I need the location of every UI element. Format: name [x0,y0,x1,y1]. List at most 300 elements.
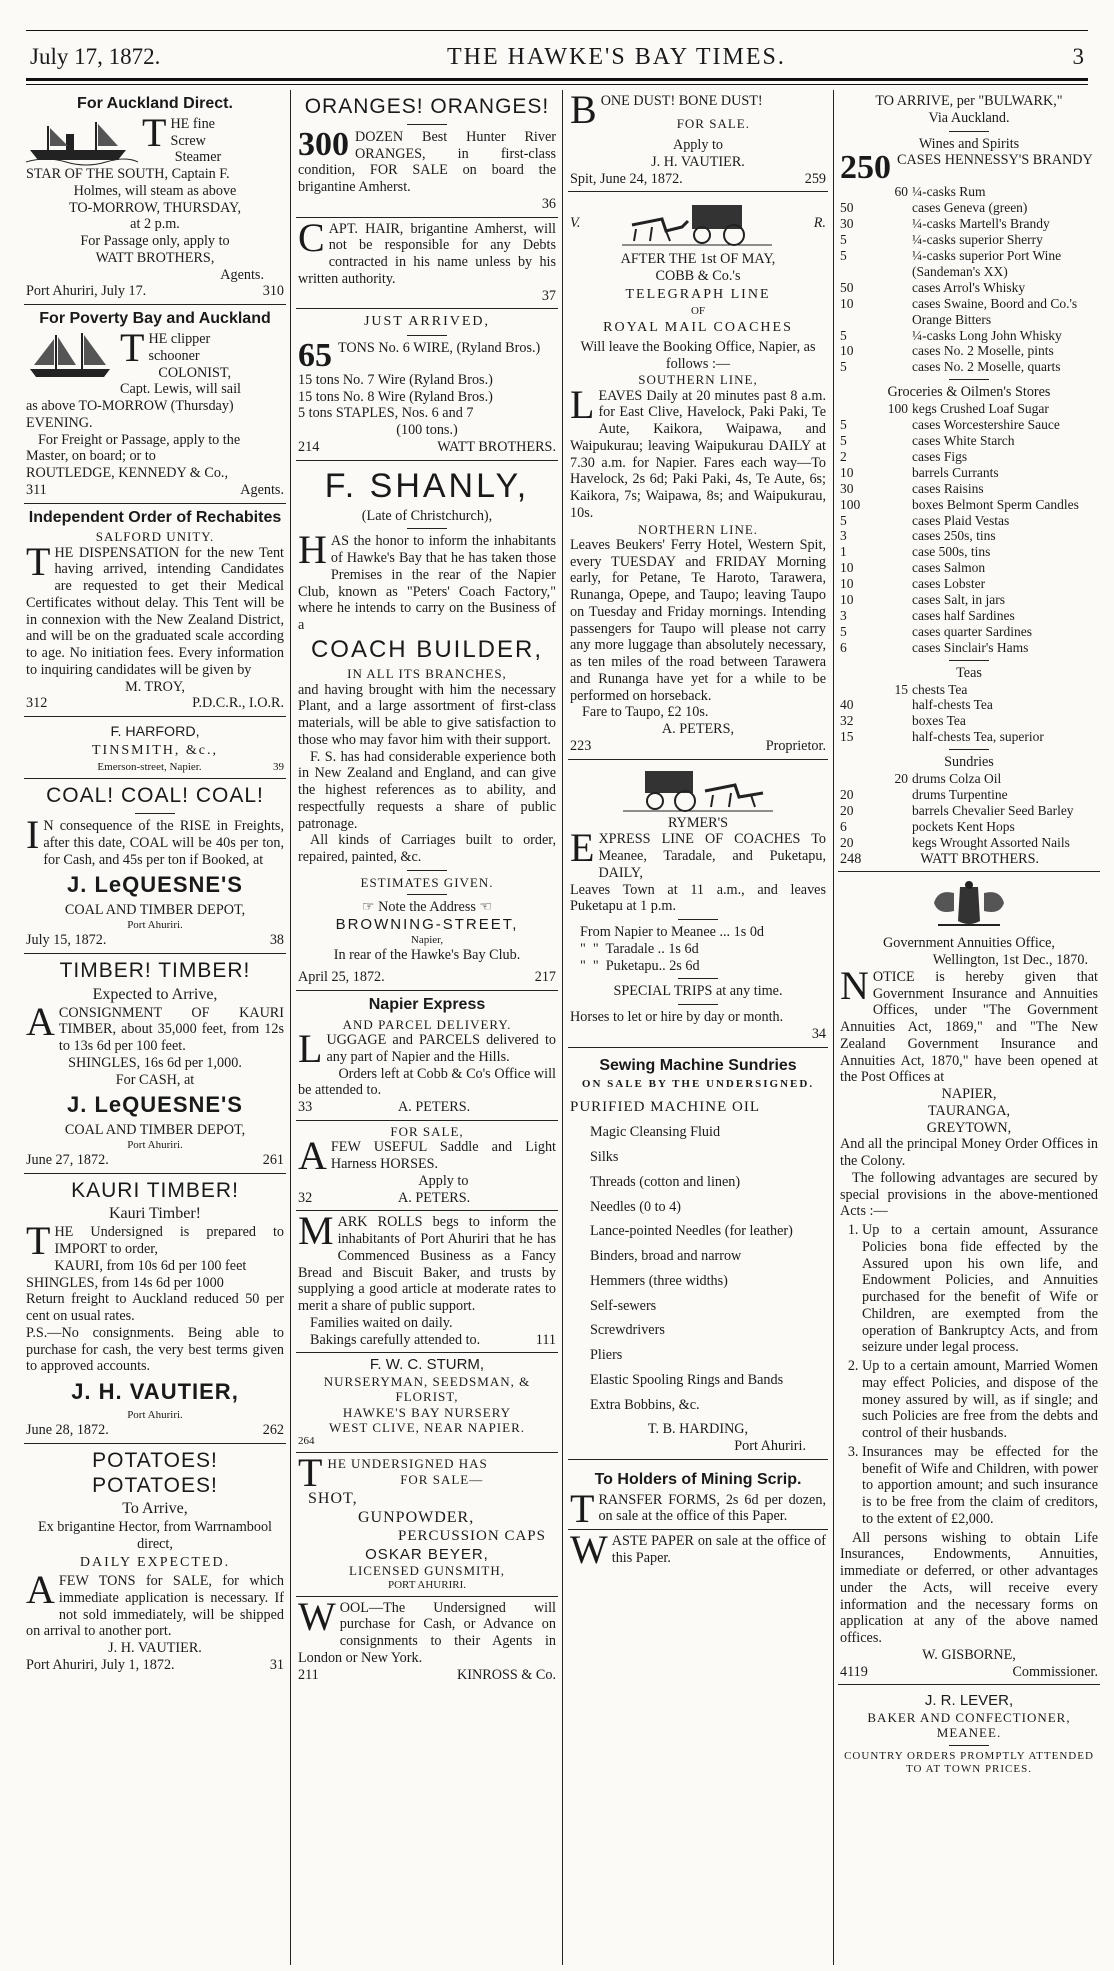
list-item: Lance-pointed Needles (for leather) [590,1223,793,1240]
goods-item: barrels Chevalier Seed Barley [912,802,1074,818]
ad-text: COBB & Co.'s [655,268,741,285]
goods-item: ¼-casks Martell's Brandy [912,216,1050,232]
steamer-illustration [26,116,138,166]
goods-item: cases No. 2 Moselle, pints [912,343,1054,359]
drop-cap: C [298,214,325,260]
ad-text: SPECIAL TRIPS at any time. [613,983,783,1000]
ad-number: 31 [269,1656,284,1673]
ad-sewing-machine [568,1048,828,1460]
drop-cap: B [570,90,597,132]
ad-title: For Auckland Direct. [77,95,233,112]
ad-sturm [296,1353,558,1453]
ad-cobb-co [568,192,828,759]
drop-cap: L [298,1026,323,1072]
goods-item: cases Lobster [912,576,986,592]
quantity: 20 [840,834,854,850]
ad-body: Leaves Beukers' Ferry Hotel, Western Spit, every TUESDAY and FRIDAY Morning early, for Petane, Te Haroto, Tarawera, Runanga, Opepe, and Taupo; leaving Taupo on Tuesday and Friday mornings. Intending passengers for Taupo will please not carry any more luggage than absolutely necessary, as ten miles of the road between Tarawera and Runanga have yet for a while to be performed on horseback. [570,536,826,704]
ad-text: MEANEE. [936,1725,1002,1741]
drop-cap: W [570,1527,608,1573]
ad-body: ASTE PAPER on sale at the office of this Paper. [611,1533,826,1566]
goods-item: cases White Starch [912,432,1015,448]
goods-item: cases 250s, tins [912,528,996,544]
ad-number: 311 [26,481,47,498]
ad-text: BAKER AND CONFECTIONER, [867,1710,1071,1726]
ad-text: Will leave the Booking Office, Napier, as follows :— [580,338,816,372]
ad-text: BROWNING-STREET, [335,915,519,933]
ad-waste-paper [568,1527,828,1573]
ad-number: 259 [804,170,826,187]
ad-text: TINSMITH, &c., [92,742,218,758]
goods-item: boxes Tea [912,713,966,729]
drop-cap: T [570,1485,595,1531]
ad-subtitle: SALFORD UNITY. [95,529,215,545]
ad-text: TONS No. 6 WIRE, (Ryland Bros.) [338,339,541,356]
ad-auckland-direct [24,90,286,305]
ad-text: Note the Address [378,899,476,916]
column-1 [24,90,286,1965]
quantity: 5 [840,232,847,248]
ad-title: F. HARFORD, [110,724,200,741]
ad-text: P.D.C.R., I.O.R. [192,695,284,712]
quantity: 6 [840,818,847,834]
ad-heading: Sundries [944,754,994,771]
ad-rymers [568,760,828,1048]
ad-number: 211 [298,1666,319,1683]
quantity: 5 [840,327,847,343]
advantages-list [862,1222,1098,1528]
goods-item: cases quarter Sardines [912,623,1032,639]
goods-item: ¼-casks superior Sherry [912,232,1043,248]
ad-heading: NORTHERN LINE. [637,521,759,537]
ad-number: 39 [273,761,284,774]
ad-text: For Passage only, apply to [80,233,230,250]
fare-line: From Napier to Meanee ... 1s 0d [580,924,765,941]
list-item: Threads (cotton and linen) [590,1173,741,1190]
ad-title: RYMER'S [667,814,729,831]
ad-body: F. S. has had considerable experience both in New Zealand and England, and can give the highest references as to ability, and respectfully requests a share of public patronage. [298,748,556,832]
ad-text: COLONIST, [158,364,232,381]
goods-item: cases Salmon [912,560,986,576]
sundries-list [840,771,1098,851]
goods-item: ¼-casks superior Port Wine (Sandeman's XX) [912,247,1062,279]
coach-illustration [570,763,826,815]
ad-number: 214 [298,438,320,455]
ad-text: NAPIER, [941,1086,997,1103]
ad-footer: April 25, 1872. [298,969,385,986]
ad-shanly [296,461,558,991]
drop-cap: H [298,527,327,573]
ad-text: Government Annuities Office, [883,935,1055,952]
goods-item: case 500s, tins [912,544,991,560]
quantity: 15 [840,729,854,745]
ad-body: HE DISPENSATION for the new Tent having arrived, intending Candidates are requested to get their Medical Certificates without delay. This Tent will be in connexion with the New Zealand District, and will be on the graduated scale according to age. No initiation fees. Every information to inquiring candidates will be given by [26,544,284,678]
ad-signature: T. B. HARDING, [647,1421,749,1438]
quantity: 15 [894,681,908,697]
ad-number: 32 [298,1189,313,1206]
ad-oskar-beyer [296,1450,558,1596]
ad-coal [24,779,286,953]
ad-text: GUNPOWDER, [358,1509,475,1527]
drop-cap: T [26,538,51,584]
quantity: 10 [840,576,854,592]
ad-text: Commissioner. [1012,1663,1098,1680]
ad-text: ROUTLEDGE, KENNEDY & Co., [26,465,229,481]
column-divider [562,90,563,1965]
ad-title: To Holders of Mining Scrip. [594,1470,802,1488]
ad-rechabites [24,504,286,718]
ad-napier-express [296,991,558,1121]
royal-crest-icon [840,881,1098,929]
ad-title: COAL! COAL! COAL! [46,784,264,808]
quantity: 1 [840,544,847,560]
fare-line: " " Taradale .. 1s 6d [580,940,699,957]
ad-subtitle: Via Auckland. [928,109,1010,126]
ad-bone-dust [568,90,828,192]
ad-number: 312 [26,695,48,712]
goods-item: cases Plaid Vestas [912,512,1010,528]
pointing-hand-icon: ☞ [361,899,379,916]
ad-text: Fare to Taupo, £2 10s. [582,704,709,721]
list-item: Silks [590,1149,619,1166]
ad-signature: W. GISBORNE, [922,1646,1016,1663]
ad-signature: A. PETERS. [398,1099,471,1116]
ad-kauri-timber [24,1174,286,1444]
ad-text: V. [570,214,581,231]
ad-signature: M. TROY, [125,678,185,695]
quantity: 5 [840,359,847,375]
ad-text: ONE DUST! BONE DUST! [600,93,763,109]
ad-text: Ex brigantine Hector, from Warrnambool direct, [37,1519,273,1552]
ad-text: Master, on board; or to [26,448,156,465]
ad-signature: A. PETERS. [398,1189,471,1206]
goods-item: cases Sinclair's Hams [912,639,1029,655]
ad-text: ESTIMATES GIVEN. [360,874,494,890]
ad-number: 34 [811,1025,826,1042]
ad-text: KAURI, from 10s 6d per 100 feet [54,1257,247,1274]
ad-footer: June 27, 1872. [26,1151,109,1168]
goods-item: cases half Sardines [912,608,1015,624]
ad-text: R. [813,214,826,231]
ad-text: COAL AND TIMBER DEPOT, [64,1122,246,1139]
ad-big-number: 250 [840,149,891,187]
column-4 [838,90,1100,1965]
masthead-rule [26,78,1088,81]
ad-body: OOL—The Undersigned will purchase for Cash, or Advance on consignments to their Agents in London or New York. [298,1599,556,1666]
quantity: 10 [840,592,854,608]
quantity: 10 [840,560,854,576]
ad-text: Capt. Lewis, will sail [120,381,241,398]
quantity: 10 [840,343,854,359]
quantity: 10 [840,464,854,480]
ad-text: Apply to [672,137,724,154]
ad-text: Proprietor. [765,737,826,754]
drop-cap: T [142,109,167,155]
ad-text: SHINGLES, 16s 6d per 1,000. [68,1054,242,1071]
ad-title: Napier Express [368,996,486,1014]
list-item: Elastic Spooling Rings and Bands [590,1371,784,1388]
ad-subtitle: To Arrive, [122,1500,188,1518]
list-item: Hemmers (three widths) [590,1272,728,1289]
ad-body: ARK ROLLS begs to inform the inhabitants of Port Ahuriri that he has Commenced Business as a Fancy Bread and Biscuit Baker, and trusts by supplying a good article at moderate rates to merit a share of public support. [298,1214,556,1315]
ad-text: 15 tons No. 8 Wire (Ryland Bros.) [298,388,493,405]
goods-item: cases Geneva (green) [912,200,1028,216]
ad-text: Apply to [418,1172,469,1189]
ad-text: LICENSED GUNSMITH, [349,1563,505,1579]
goods-item: cases Raisins [912,480,984,496]
ad-subtitle: AND PARCEL DELIVERY. [342,1016,512,1032]
issue-date: July 17, 1872. [30,44,161,69]
ad-bulwark [838,90,1100,872]
ad-text: as above TO-MORROW (Thursday) [26,398,234,414]
schooner-illustration [26,331,116,398]
ad-body: N consequence of the RISE in Freights, after this date, COAL will be 40s per ton, for Cash, and 45s per ton if Booked, at [43,818,284,868]
quantity: 20 [840,802,854,818]
ad-body: OTICE is hereby given that Government Insurance and Annuities Offices, under "The Government Annuities Act, 1869," and "The New Zealand Government Insurance and Annuities Act, 1870," have been opened at the Post Offices at [840,968,1098,1086]
list-item: Extra Bobbins, &c. [590,1396,700,1413]
ad-body: UGGAGE and PARCELS delivered to any part of Napier and the Hills. [326,1032,556,1065]
list-item: Magic Cleansing Fluid [590,1124,721,1141]
ad-signature: WATT BROTHERS. [920,850,1040,867]
ad-name: J. LeQUESNE'S [67,1092,243,1118]
ad-annuities [838,872,1100,1685]
ad-lever [838,1685,1100,1779]
ad-text: Horses to let or hire by day or month. [570,1009,784,1026]
ad-body: AS the honor to inform the inhabitants of Hawke's Bay that he has taken those Premises in the rear of the Napier Club, known as "Peters' Coach Factory," where he intends to carry on the Business of a [298,533,556,634]
goods-item: cases Worcestershire Sauce [912,416,1060,432]
drop-cap: A [26,998,55,1044]
ad-body: HE Undersigned is prepared to IMPORT to order, [54,1224,284,1258]
ad-heading: Wines and Spirits [918,135,1020,152]
wines-list [840,184,1098,375]
ad-text: For CASH, at [115,1071,195,1088]
ad-just-arrived [296,309,558,460]
ad-text: J. H. VAUTIER. [651,153,745,170]
quantity: 50 [840,200,854,216]
ad-number: 264 [298,1435,315,1448]
ad-body: FEW USEFUL Saddle and Light Harness HORSES. [330,1139,556,1173]
ad-text: SHINGLES, from 14s 6d per 1000 [26,1274,224,1291]
quantity: 5 [840,247,847,263]
drop-cap: W [298,1593,336,1639]
quantity: 30 [840,216,854,232]
ad-title: KAURI TIMBER! [71,1178,239,1202]
sundries-list [570,1124,826,1413]
ad-harford [24,717,286,779]
column-divider [833,90,834,1965]
quantity: 3 [840,608,847,624]
quantity: 100 [840,496,861,512]
list-item: Needles (0 to 4) [590,1198,682,1215]
ad-number: 37 [541,287,556,304]
goods-item: drums Turpentine [912,786,1008,802]
ad-number: 261 [262,1151,284,1168]
ad-number: 310 [262,283,284,300]
ad-text: FOR SALE. [676,115,750,131]
ad-body: XPRESS LINE OF COACHES To Meanee, Taradale, and Puketapu, DAILY, [598,831,826,881]
ad-text: at 2 p.m. [130,216,180,233]
ad-text: PORT AHURIRI. [388,1578,466,1591]
ad-body: Orders left at Cobb & Co's Office will be attended to. [298,1065,556,1099]
list-item: 1. Up to a certain amount, Assurance Policies bona fide effected by the Assured upon his own life, and Endowment Policies, and Annuities purchased for the benefit of Wife or Children, are exempted from the operation of Bankruptcy Acts, and from seizure under legal process. [862,1222,1098,1356]
ad-text: NURSERYMAN, SEEDSMAN, & FLORIST, [323,1373,531,1405]
list-item: 3. Insurances may be effected for the benefit of Wife and Children, with power to apportion amount; and such insurance is to be free from the claim of creditors, to the extent of £2,000. [862,1444,1098,1528]
ad-body: and having brought with him the necessary Plant, and a large assortment of first-class materials, will be able to give satisfaction to those who may favor him with their support. [298,681,556,748]
ad-text: P.S.—No consignments. Being able to purchase for cash, the very best terms given to approved accounts. [26,1324,284,1375]
ad-text: Steamer [174,149,222,166]
quantity: 30 [840,480,854,496]
ad-text: COAL AND TIMBER DEPOT, [64,902,246,919]
ad-number: 111 [535,1331,556,1348]
ad-footer: Port Ahuriri, July 17. [26,283,147,300]
ad-text: Agents. [220,266,264,283]
ad-text: HAWKE'S BAY NURSERY [342,1404,512,1420]
ad-body: APT. HAIR, brigantine Amherst, will not be responsible for any Debts contracted in his name unless by his written authority. [298,220,556,287]
ad-subtitle: Expected to Arrive, [92,985,218,1003]
ad-text: Bakings carefully attended to. [310,1331,481,1348]
goods-item: chests Tea [912,681,968,697]
ad-title: FOR SALE, [390,1123,464,1139]
ad-big-number: 300 [298,125,349,163]
ad-title: ORANGES! ORANGES! [304,95,550,118]
ad-text: Return freight to Auckland reduced 50 per cent on usual rates. [26,1291,284,1325]
ad-subtitle: Kauri Timber! [109,1205,201,1223]
ad-text: FOR SALE— [400,1471,484,1487]
ad-body: EAVES Daily at 20 minutes past 8 a.m. for East Clive, Havelock, Paki Paki, Te Aute, Kaikora, Waipawa, and Waipukurau; leaving Waipukurau DAILY at 7.30 a.m. for Napier. Fares each way—To Havelock, 2s 6d; Paki Paki, 4s, Te Aute, 6s; Kaikora, 7s; Waipawa, 8s; and Waipukurau, 10s. [570,387,826,521]
ad-poverty-bay [24,305,286,503]
ad-heading: PURIFIED MACHINE OIL [570,1098,760,1115]
quantity: 40 [840,697,854,713]
page-number: 3 [1072,44,1084,69]
ad-mark-rolls [296,1208,558,1353]
ad-number: 36 [541,195,556,212]
quantity: 5 [840,416,847,432]
goods-item: cases Salt, in jars [912,592,1005,608]
ad-title: JUST ARRIVED, [363,314,491,330]
drop-cap: T [120,325,145,370]
masthead-rule-thin [26,84,1088,85]
ad-name: J. H. VAUTIER, [71,1379,239,1405]
goods-item: ¼-casks Rum [912,184,986,200]
drop-cap: M [298,1208,334,1254]
goods-item: ¼-casks Long John Whisky [912,327,1062,343]
ad-text: STAR OF THE SOUTH, Captain F. [26,166,230,183]
ad-text: Port Ahuriri. [127,919,183,932]
teas-list [840,682,1098,746]
ad-title: Independent Order of Rechabites [28,508,282,526]
quantity: 3 [840,528,847,544]
ad-heading: Teas [956,664,982,681]
quantity: 20 [894,771,908,786]
ad-text: DAILY EXPECTED. [79,1554,231,1570]
ad-title: For Poverty Bay and Auckland [39,310,271,328]
ad-text: WEST CLIVE, NEAR NAPIER. [328,1419,525,1435]
ad-title: J. R. LEVER, [924,1692,1014,1710]
ad-text: ROYAL MAIL COACHES [603,320,793,336]
goods-item: half-chests Tea [912,697,993,713]
goods-item: cases No. 2 Moselle, quarts [912,359,1061,375]
quantity: 5 [840,432,847,448]
goods-item: drums Colza Oil [912,771,1002,786]
goods-item: kegs Wrought Assorted Nails [912,834,1070,850]
ad-title: F. SHANLY, [324,466,530,505]
goods-item: cases Arrol's Whisky [912,279,1026,295]
drop-cap: E [570,825,595,871]
goods-item: half-chests Tea, superior [912,729,1044,745]
ad-number: 217 [534,969,556,986]
ad-body: CONSIGNMENT OF KAURI TIMBER, about 35,000 feet, from 12s to 13s 6d per 100 feet. [58,1004,284,1055]
drop-cap: I [26,812,40,858]
ad-text: Port Ahuriri. [734,1438,806,1455]
ad-heading: SOUTHERN LINE, [638,372,758,388]
ad-title: POTATOES! POTATOES! [92,1448,218,1497]
drop-cap: A [298,1133,327,1179]
groceries-list [840,401,1098,656]
ad-text: Wellington, 1st Dec., 1870. [932,952,1088,969]
ad-text: Napier, [410,933,444,946]
ad-text: In rear of the Hawke's Bay Club. [333,946,521,963]
pointing-hand-icon: ☜ [475,899,493,916]
ad-text: Families waited on daily. [310,1314,453,1331]
ad-text: (100 tons.) [396,422,458,439]
quantity: 10 [840,295,854,311]
masthead [30,44,1084,74]
drop-cap: L [570,381,595,427]
ad-potatoes [24,1444,286,1678]
quantity: 20 [840,786,854,802]
quantity: 60 [894,184,908,200]
quantity: 6 [840,639,847,655]
ad-title: TO ARRIVE, per "BULWARK," [875,93,1063,109]
ad-text: Agents. [240,481,284,498]
ad-signature: A. PETERS, [661,721,735,738]
ad-number: 38 [269,932,284,949]
drop-cap: T [298,1450,324,1496]
ad-body: And all the principal Money Order Offices in the Colony. [840,1136,1098,1170]
ad-heading: Groceries & Oilmen's Stores [887,384,1051,401]
ad-text: TELEGRAPH LINE [625,286,771,302]
quantity: 5 [840,623,847,639]
ad-signature: KINROSS & Co. [457,1666,556,1683]
drop-cap: A [26,1567,55,1613]
ad-body: DOZEN Best Hunter River ORANGES, in first-class condition, FOR SALE on board the brigantine Amherst. [298,128,556,196]
ad-name: J. LeQUESNE'S [67,872,243,898]
list-item: Screwdrivers [590,1322,665,1339]
quantity: 100 [887,401,908,417]
column-divider [290,90,291,1965]
ad-signature: J. H. VAUTIER. [108,1640,202,1657]
ad-number: 4119 [840,1663,868,1680]
ad-title: TIMBER! TIMBER! [59,958,251,982]
ad-text: PERCUSSION CAPS [398,1528,546,1545]
top-rule [26,30,1088,31]
ad-text: 15 tons No. 7 Wire (Ryland Bros.) [298,371,493,388]
ad-subtitle: ON SALE BY THE UNDERSIGNED. [581,1077,815,1090]
ad-signature: WATT BROTHERS. [437,438,556,455]
ad-text: Holmes, will steam as above [73,182,237,199]
ad-body: FEW TONS for SALE, for which immediate application is necessary. If not sold immediately, will be shipped on arrival to another port. [26,1573,284,1640]
ad-text: Emerson-street, Napier. [97,761,202,774]
column-2 [296,90,558,1965]
drop-cap: N [840,962,869,1008]
ad-subtitle: (Late of Christchurch), [361,507,493,524]
goods-item: cases Figs [912,448,968,464]
drop-cap: T [26,1218,51,1264]
ad-footer: July 15, 1872. [26,932,107,949]
ad-big-number: 65 [298,336,332,374]
ad-text: HE clipper schooner [148,331,211,364]
ad-text: TAURANGA, [927,1102,1010,1119]
goods-item: pockets Kent Hops [912,818,1015,834]
